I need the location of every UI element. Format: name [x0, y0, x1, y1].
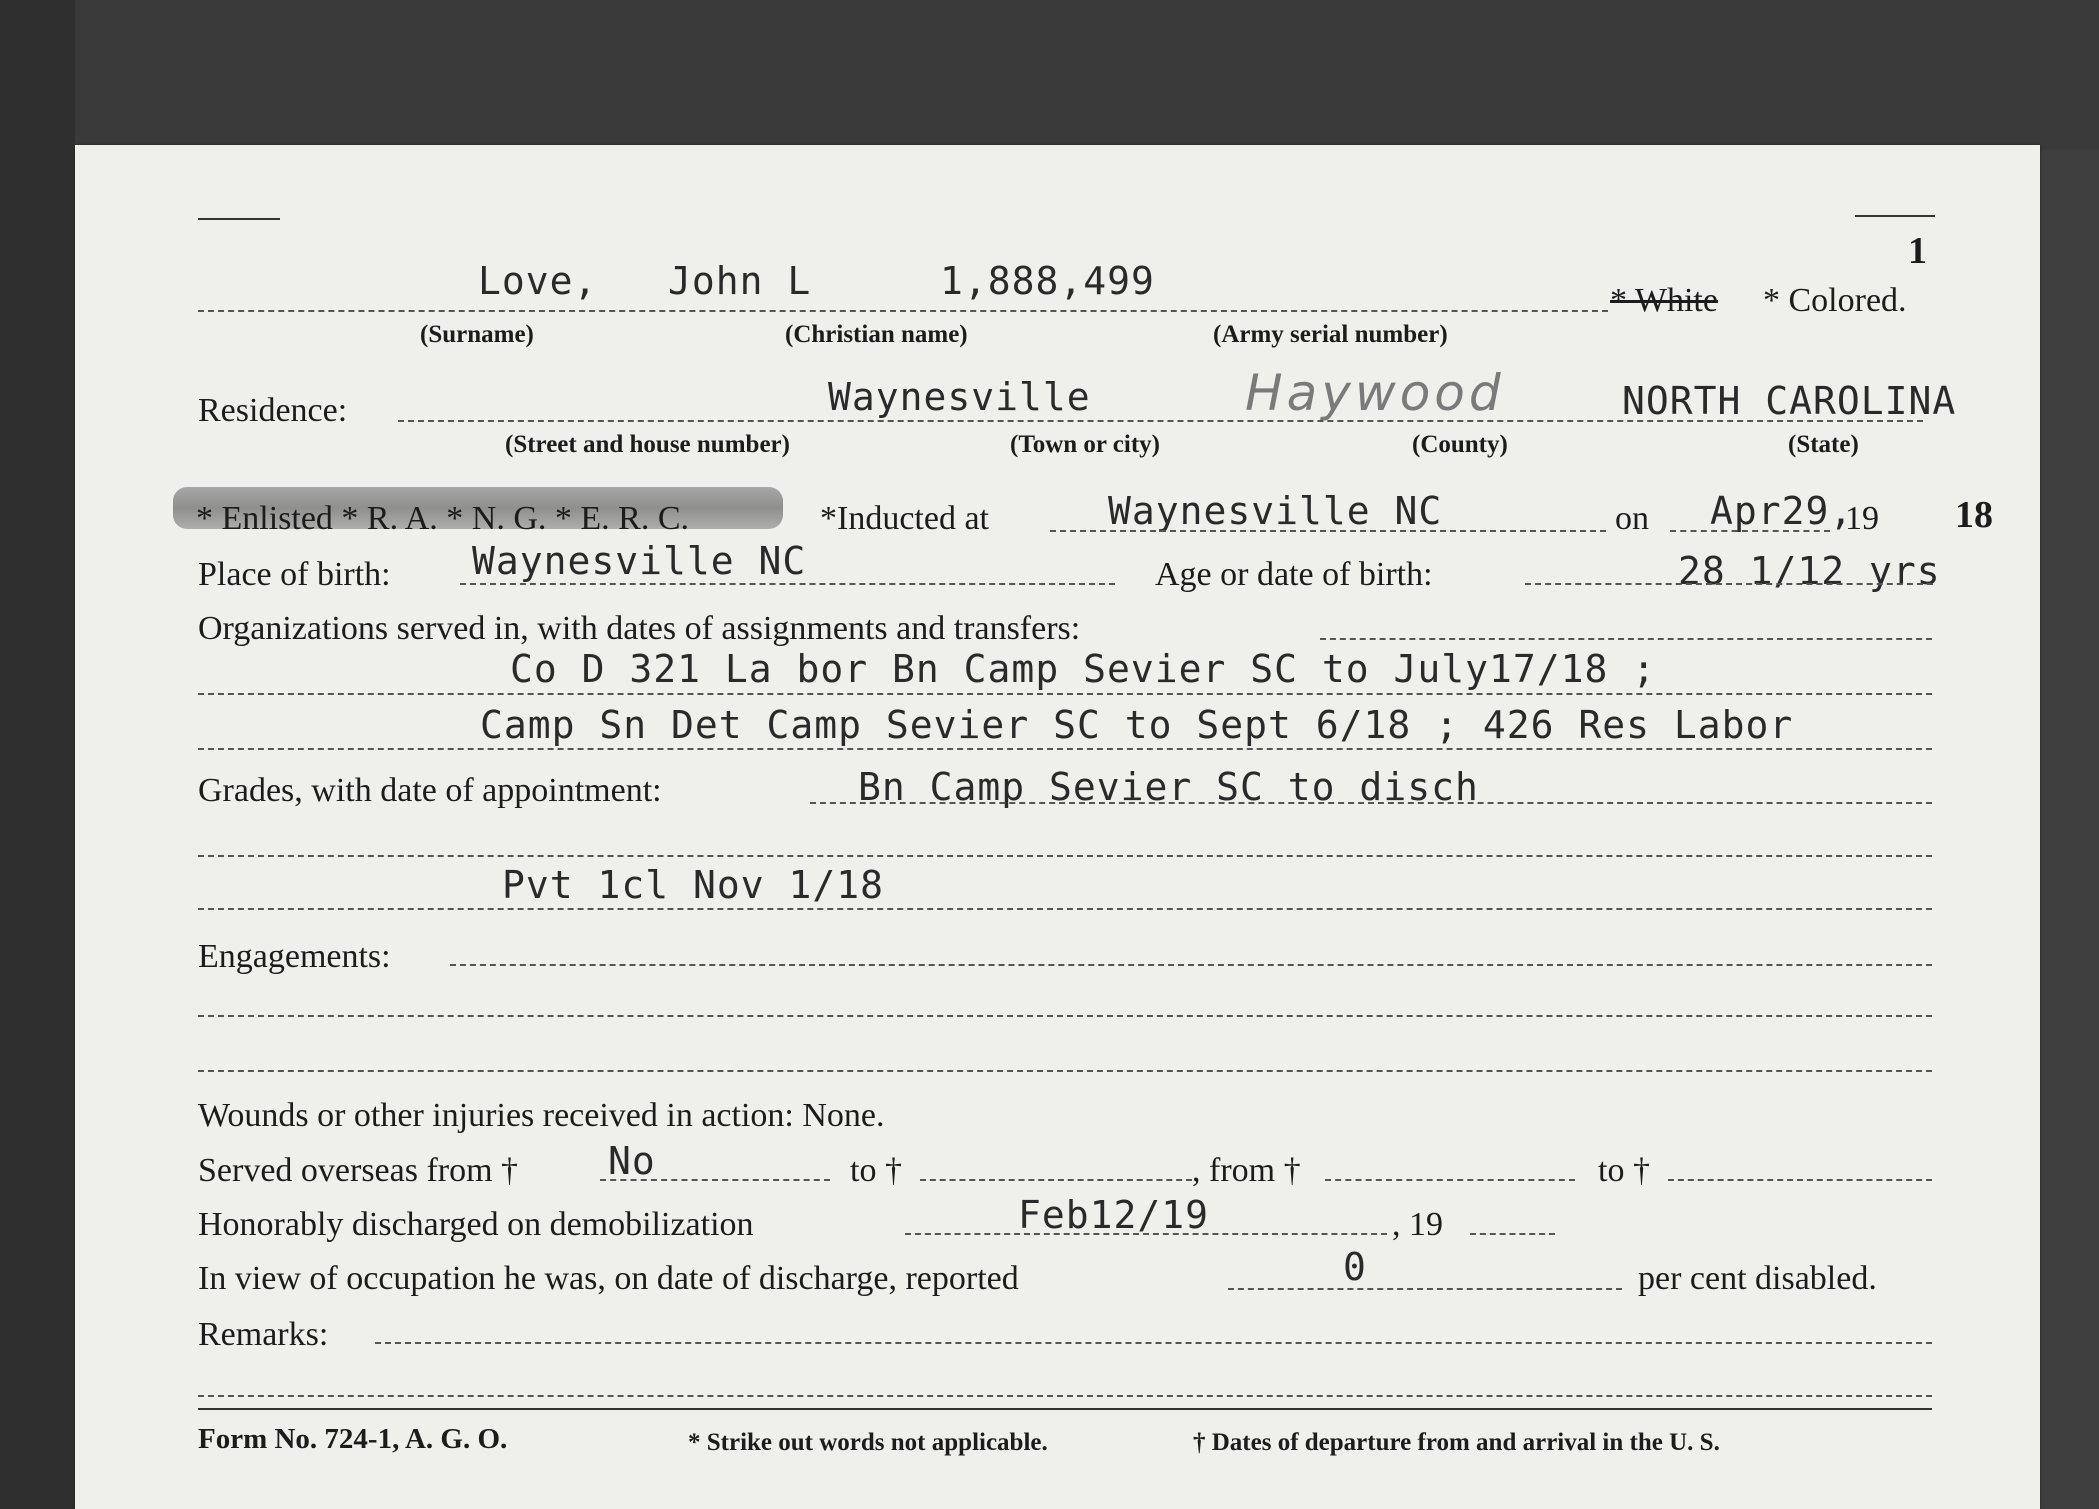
engagements-line	[450, 964, 1932, 966]
discharge-date-value: Feb12/19	[1018, 1193, 1210, 1237]
discharge-year-suffix: , 19	[1392, 1206, 1443, 1243]
discharge-line	[905, 1233, 1387, 1235]
occupation-label: In view of occupation he was, on date of discharge, reported	[198, 1260, 1019, 1297]
grades-rule-2	[198, 855, 1932, 857]
remarks-rule-2	[198, 1395, 1932, 1397]
caption-surname: (Surname)	[420, 321, 534, 348]
inducted-at-value: Waynesville NC	[1108, 489, 1443, 533]
overseas-from-value: No	[608, 1139, 656, 1183]
race-colored: * Colored.	[1763, 282, 1907, 319]
grade-entry: Pvt 1cl Nov 1/18	[502, 863, 885, 907]
engagements-label: Engagements:	[198, 938, 391, 975]
inducted-label: *Inducted at	[820, 500, 989, 537]
grades-label: Grades, with date of appointment:	[198, 772, 662, 809]
grades-line	[810, 802, 1932, 804]
inducted-line	[1050, 530, 1606, 532]
state-value: NORTH CAROLINA	[1622, 379, 1957, 423]
grades-rule-3	[198, 908, 1932, 910]
residence-label: Residence:	[198, 392, 348, 429]
engagements-rule-2	[198, 1015, 1932, 1017]
top-right-rule	[1855, 215, 1935, 217]
organization-line-3: Bn Camp Sevier SC to disch	[858, 765, 1479, 809]
race-white: * White	[1610, 282, 1718, 319]
organization-rule-1	[198, 693, 1932, 695]
overseas-from-line-2	[1325, 1179, 1575, 1181]
name-line	[198, 310, 1608, 312]
serial-number-value: 1,888,499	[940, 259, 1155, 303]
remarks-rule-3	[198, 1408, 1932, 1410]
age-label: Age or date of birth:	[1155, 556, 1433, 593]
footnote-strike: * Strike out words not applicable.	[688, 1429, 1048, 1456]
year-prefix: 19	[1845, 500, 1879, 537]
engagements-rule-3	[198, 1070, 1932, 1072]
discharge-year-line	[1470, 1233, 1555, 1235]
organizations-label: Organizations served in, with dates of assignments and transfers:	[198, 610, 1081, 647]
caption-town: (Town or city)	[1010, 431, 1160, 458]
overseas-to-line-2	[1668, 1179, 1932, 1181]
enlistment-types: * Enlisted * R. A. * N. G. * E. R. C.	[196, 500, 690, 537]
birth-place-value: Waynesville NC	[472, 539, 807, 583]
discharge-label: Honorably discharged on demobilization	[198, 1206, 754, 1243]
organization-line-2: Camp Sn Det Camp Sevier SC to Sept 6/18 ; 426 Res Labor	[480, 703, 1794, 747]
overseas-from-line	[600, 1179, 830, 1181]
induction-year-value: 18	[1955, 494, 1993, 536]
background-top	[0, 0, 2099, 150]
service-record-card	[75, 145, 2040, 1509]
caption-christian: (Christian name)	[785, 321, 968, 348]
induction-date-value: Apr29,	[1710, 489, 1854, 533]
organization-line-1: Co D 321 La bor Bn Camp Sevier SC to July17/18 ;	[510, 647, 1657, 691]
overseas-to-line-1	[920, 1179, 1192, 1181]
overseas-from-label-2: , from †	[1192, 1152, 1301, 1189]
organization-rule-2	[198, 748, 1932, 750]
age-value: 28 1/12 yrs	[1678, 549, 1941, 593]
caption-state: (State)	[1788, 431, 1859, 458]
form-number: Form No. 724-1, A. G. O.	[198, 1423, 508, 1455]
birth-place-line	[460, 583, 1115, 585]
background-left	[0, 0, 75, 1509]
remarks-label: Remarks:	[198, 1316, 329, 1353]
footnote-dates: † Dates of departure from and arrival in the U. S.	[1193, 1429, 1720, 1456]
caption-serial: (Army serial number)	[1213, 321, 1448, 348]
remarks-line	[375, 1342, 1932, 1344]
overseas-label: Served overseas from †	[198, 1152, 519, 1189]
age-line	[1525, 583, 1933, 585]
card-number: 1	[1908, 230, 1927, 272]
on-label: on	[1615, 500, 1649, 537]
wounds-label: Wounds or other injuries received in action: None.	[198, 1097, 885, 1134]
disabled-line	[1228, 1288, 1622, 1290]
overseas-to-label-2: to †	[1598, 1152, 1650, 1189]
christian-name-value: John L	[668, 259, 812, 303]
disabled-percent-value: 0	[1343, 1245, 1367, 1289]
residence-line	[398, 420, 1923, 422]
surname-value: Love,	[478, 259, 598, 303]
disabled-suffix: per cent disabled.	[1638, 1260, 1877, 1297]
organizations-line	[1320, 638, 1932, 640]
overseas-to-label-1: to †	[850, 1152, 902, 1189]
top-left-rule	[198, 218, 280, 220]
town-value: Waynesville	[828, 375, 1091, 419]
county-value: Haywood	[1245, 364, 1505, 422]
caption-county: (County)	[1412, 431, 1508, 458]
birth-place-label: Place of birth:	[198, 556, 391, 593]
caption-street: (Street and house number)	[505, 431, 790, 458]
induction-date-line	[1670, 530, 1830, 532]
